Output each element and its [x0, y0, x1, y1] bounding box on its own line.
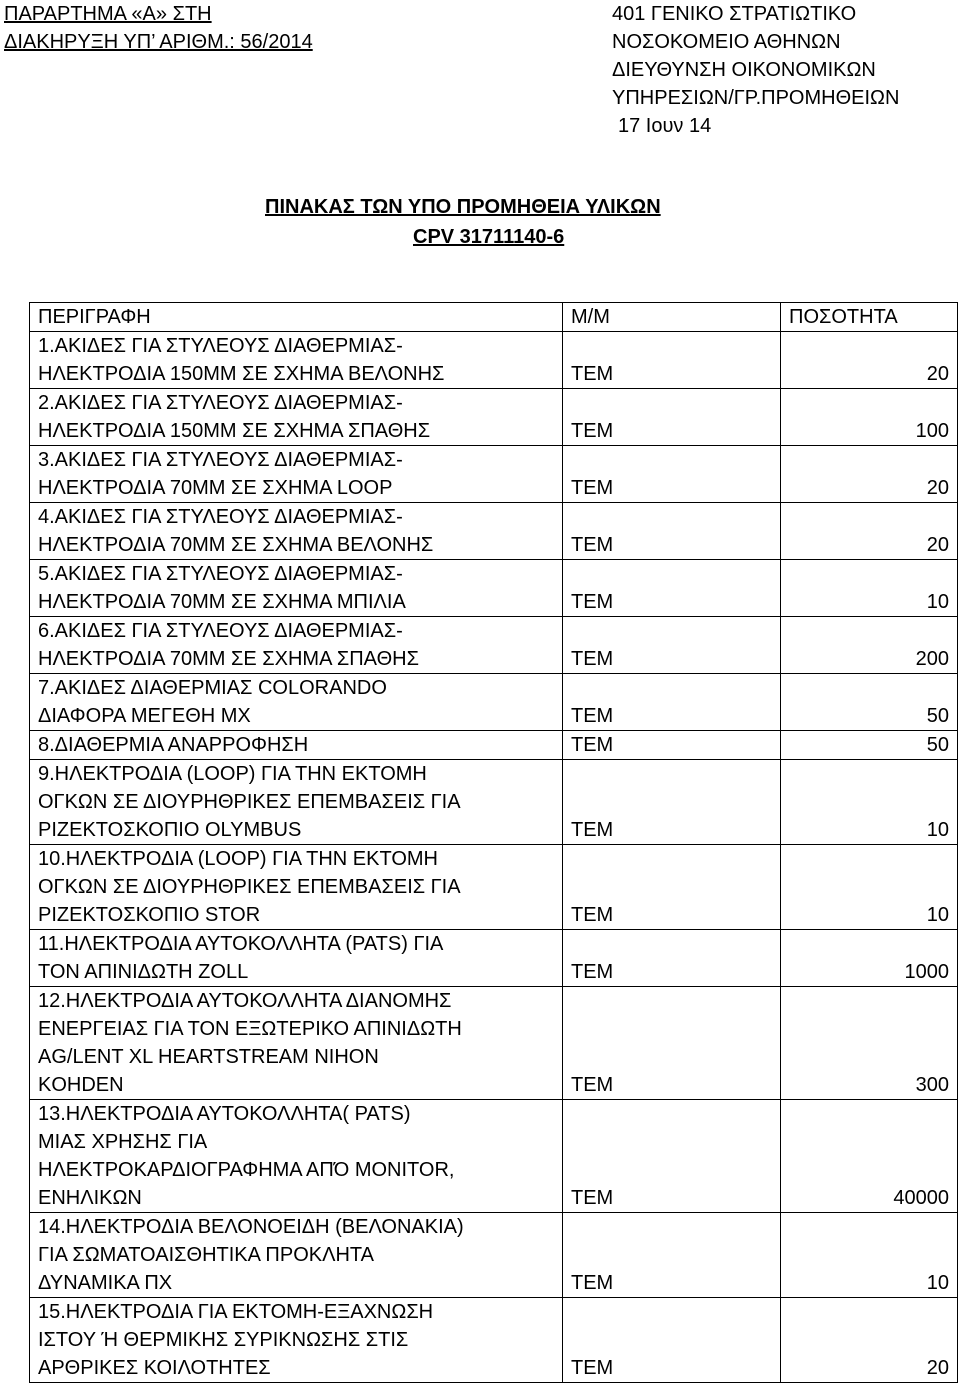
table-row [30, 987, 958, 1100]
item-description: 1.ΑΚΙΔΕΣ ΓΙΑ ΣΤΥΛΕΟΥΣ ΔΙΑΘΕΡΜΙΑΣ- ΗΛΕΚΤΡΟΔΙΑ 150ΜΜ ΣΕ ΣΧΗΜΑ ΒΕΛΟΝΗΣ [30, 332, 563, 389]
item-unit: ΤΕΜ [563, 731, 781, 760]
annex-label: ΠΑΡΑΡΤΗΜΑ «Α» ΣΤΗ [4, 3, 212, 25]
item-description: 4.ΑΚΙΔΕΣ ΓΙΑ ΣΤΥΛΕΟΥΣ ΔΙΑΘΕΡΜΙΑΣ- ΗΛΕΚΤΡΟΔΙΑ 70ΜΜ ΣΕ ΣΧΗΜΑ ΒΕΛΟΝΗΣ [30, 503, 563, 560]
item-description: 7.ΑΚΙΔΕΣ ΔΙΑΘΕΡΜΙΑΣ COLORANDO ΔΙΑΦΟΡΑ ΜΕΓΕΘΗ ΜΧ [30, 674, 563, 731]
item-unit: ΤΕΜ [563, 617, 781, 674]
item-unit: ΤΕΜ [563, 1298, 781, 1383]
organization-name-line2: ΝΟΣΟΚΟΜΕΙΟ ΑΘΗΝΩΝ [612, 31, 841, 53]
table-row [30, 1213, 958, 1298]
page-title: ΠΙΝΑΚΑΣ ΤΩΝ ΥΠΟ ΠΡΟΜΗΘΕΙΑ ΥΛΙΚΩΝ [265, 196, 661, 218]
table-row [30, 1298, 958, 1383]
table-row [30, 674, 958, 731]
item-quantity: 50 [781, 731, 958, 760]
item-unit: ΤΕΜ [563, 1100, 781, 1213]
item-quantity: 50 [781, 674, 958, 731]
item-quantity: 20 [781, 503, 958, 560]
table-row [30, 930, 958, 987]
table-header-row [30, 303, 958, 332]
table-row [30, 560, 958, 617]
item-quantity: 300 [781, 987, 958, 1100]
item-unit: ΤΕΜ [563, 503, 781, 560]
item-quantity: 1000 [781, 930, 958, 987]
item-quantity: 100 [781, 389, 958, 446]
table-row [30, 446, 958, 503]
item-description: 12.ΗΛΕΚΤΡΟΔΙΑ ΑΥΤΟΚΟΛΛΗΤΑ ΔΙΑΝΟΜΗΣ ΕΝΕΡΓΕΙΑΣ ΓΙΑ ΤΟΝ ΕΞΩΤΕΡΙΚΟ ΑΠΙΝΙΔΩΤΗ AG/LENT XL HEARTSTREAM NIHON KOHDEN [30, 987, 563, 1100]
item-quantity: 10 [781, 1213, 958, 1298]
department-line2: ΥΠΗΡΕΣΙΩΝ/ΓΡ.ΠΡΟΜΗΘΕΙΩΝ [612, 87, 900, 109]
items-table [29, 302, 958, 1383]
table-row [30, 503, 958, 560]
department-line1: ΔΙΕΥΘΥΝΣΗ ΟΙΚΟΝΟΜΙΚΩΝ [612, 59, 876, 81]
table-row [30, 617, 958, 674]
item-unit: ΤΕΜ [563, 332, 781, 389]
header-quantity: ΠΟΣΟΤΗΤΑ [781, 303, 958, 332]
item-description: 9.ΗΛΕΚΤΡΟΔΙΑ (LOOP) ΓΙΑ ΤΗΝ ΕΚΤΟΜΗ ΟΓΚΩΝ ΣΕ ΔΙΟΥΡΗΘΡΙΚΕΣ ΕΠΕΜΒΑΣΕΙΣ ΓΙΑ ΡΙΖΕΚΤΟΣΚΟΠΙΟ OLYMBUS [30, 760, 563, 845]
table-row [30, 332, 958, 389]
item-description: 13.ΗΛΕΚΤΡΟΔΙΑ ΑΥΤΟΚΟΛΛΗΤΑ( PATS) ΜΙΑΣ ΧΡΗΣΗΣ ΓΙΑ ΗΛΕΚΤΡΟΚΑΡΔΙΟΓΡΑΦΗΜΑ ΑΠΌ MONITOR, ΕΝΗΛΙΚΩΝ [30, 1100, 563, 1213]
item-description: 2.ΑΚΙΔΕΣ ΓΙΑ ΣΤΥΛΕΟΥΣ ΔΙΑΘΕΡΜΙΑΣ- ΗΛΕΚΤΡΟΔΙΑ 150ΜΜ ΣΕ ΣΧΗΜΑ ΣΠΑΘΗΣ [30, 389, 563, 446]
item-description: 15.ΗΛΕΚΤΡΟΔΙΑ ΓΙΑ ΕΚΤΟΜΗ-ΕΞΑΧΝΩΣΗ ΙΣΤΟΥ Ή ΘΕΡΜΙΚΗΣ ΣΥΡΙΚΝΩΣΗΣ ΣΤΙΣ ΑΡΘΡΙΚΕΣ ΚΟΙΛΟΤΗΤΕΣ [30, 1298, 563, 1383]
item-unit: ΤΕΜ [563, 389, 781, 446]
table-row [30, 389, 958, 446]
item-unit: ΤΕΜ [563, 1213, 781, 1298]
document-header-left [4, 0, 313, 56]
item-unit: ΤΕΜ [563, 760, 781, 845]
item-unit: ΤΕΜ [563, 560, 781, 617]
item-unit: ΤΕΜ [563, 930, 781, 987]
header-unit: Μ/Μ [563, 303, 781, 332]
item-description: 8.ΔΙΑΘΕΡΜΙΑ ΑΝΑΡΡΟΦΗΣΗ [30, 731, 563, 760]
item-quantity: 20 [781, 1298, 958, 1383]
item-unit: ΤΕΜ [563, 446, 781, 503]
item-description: 5.ΑΚΙΔΕΣ ΓΙΑ ΣΤΥΛΕΟΥΣ ΔΙΑΘΕΡΜΙΑΣ- ΗΛΕΚΤΡΟΔΙΑ 70ΜΜ ΣΕ ΣΧΗΜΑ ΜΠΙΛΙΑ [30, 560, 563, 617]
item-description: 11.ΗΛΕΚΤΡΟΔΙΑ ΑΥΤΟΚΟΛΛΗΤΑ (PATS) ΓΙΑ ΤΟΝ ΑΠΙΝΙΔΩΤΗ ZOLL [30, 930, 563, 987]
item-description: 10.ΗΛΕΚΤΡΟΔΙΑ (LOOP) ΓΙΑ ΤΗΝ ΕΚΤΟΜΗ ΟΓΚΩΝ ΣΕ ΔΙΟΥΡΗΘΡΙΚΕΣ ΕΠΕΜΒΑΣΕΙΣ ΓΙΑ ΡΙΖΕΚΤΟΣΚΟΠΙΟ STOR [30, 845, 563, 930]
item-quantity: 200 [781, 617, 958, 674]
item-description: 14.ΗΛΕΚΤΡΟΔΙΑ ΒΕΛΟΝΟΕΙΔΗ (ΒΕΛΟΝΑΚΙΑ) ΓΙΑ ΣΩΜΑΤΟΑΙΣΘΗΤΙΚΑ ΠΡΟΚΛΗΤΑ ΔΥΝΑΜΙΚΑ ΠΧ [30, 1213, 563, 1298]
table-row [30, 845, 958, 930]
item-quantity: 20 [781, 332, 958, 389]
item-quantity: 10 [781, 845, 958, 930]
organization-name-line1: 401 ΓΕΝΙΚΟ ΣΤΡΑΤΙΩΤΙΚΟ [612, 3, 857, 25]
document-header-right [612, 0, 899, 140]
item-unit: ΤΕΜ [563, 987, 781, 1100]
table-row [30, 1100, 958, 1213]
table-row [30, 731, 958, 760]
item-description: 3.ΑΚΙΔΕΣ ΓΙΑ ΣΤΥΛΕΟΥΣ ΔΙΑΘΕΡΜΙΑΣ- ΗΛΕΚΤΡΟΔΙΑ 70ΜΜ ΣΕ ΣΧΗΜΑ LOOP [30, 446, 563, 503]
document-date: 17 Ιουν 14 [618, 115, 712, 137]
item-quantity: 20 [781, 446, 958, 503]
cpv-code: CPV 31711140-6 [413, 226, 565, 248]
table-row [30, 760, 958, 845]
item-quantity: 10 [781, 560, 958, 617]
item-quantity: 10 [781, 760, 958, 845]
item-unit: ΤΕΜ [563, 674, 781, 731]
item-description: 6.ΑΚΙΔΕΣ ΓΙΑ ΣΤΥΛΕΟΥΣ ΔΙΑΘΕΡΜΙΑΣ- ΗΛΕΚΤΡΟΔΙΑ 70ΜΜ ΣΕ ΣΧΗΜΑ ΣΠΑΘΗΣ [30, 617, 563, 674]
item-quantity: 40000 [781, 1100, 958, 1213]
item-unit: ΤΕΜ [563, 845, 781, 930]
header-description: ΠΕΡΙΓΡΑΦΗ [30, 303, 563, 332]
tender-number: ΔΙΑΚΗΡΥΞΗ ΥΠ’ ΑΡΙΘΜ.: 56/2014 [4, 31, 313, 53]
